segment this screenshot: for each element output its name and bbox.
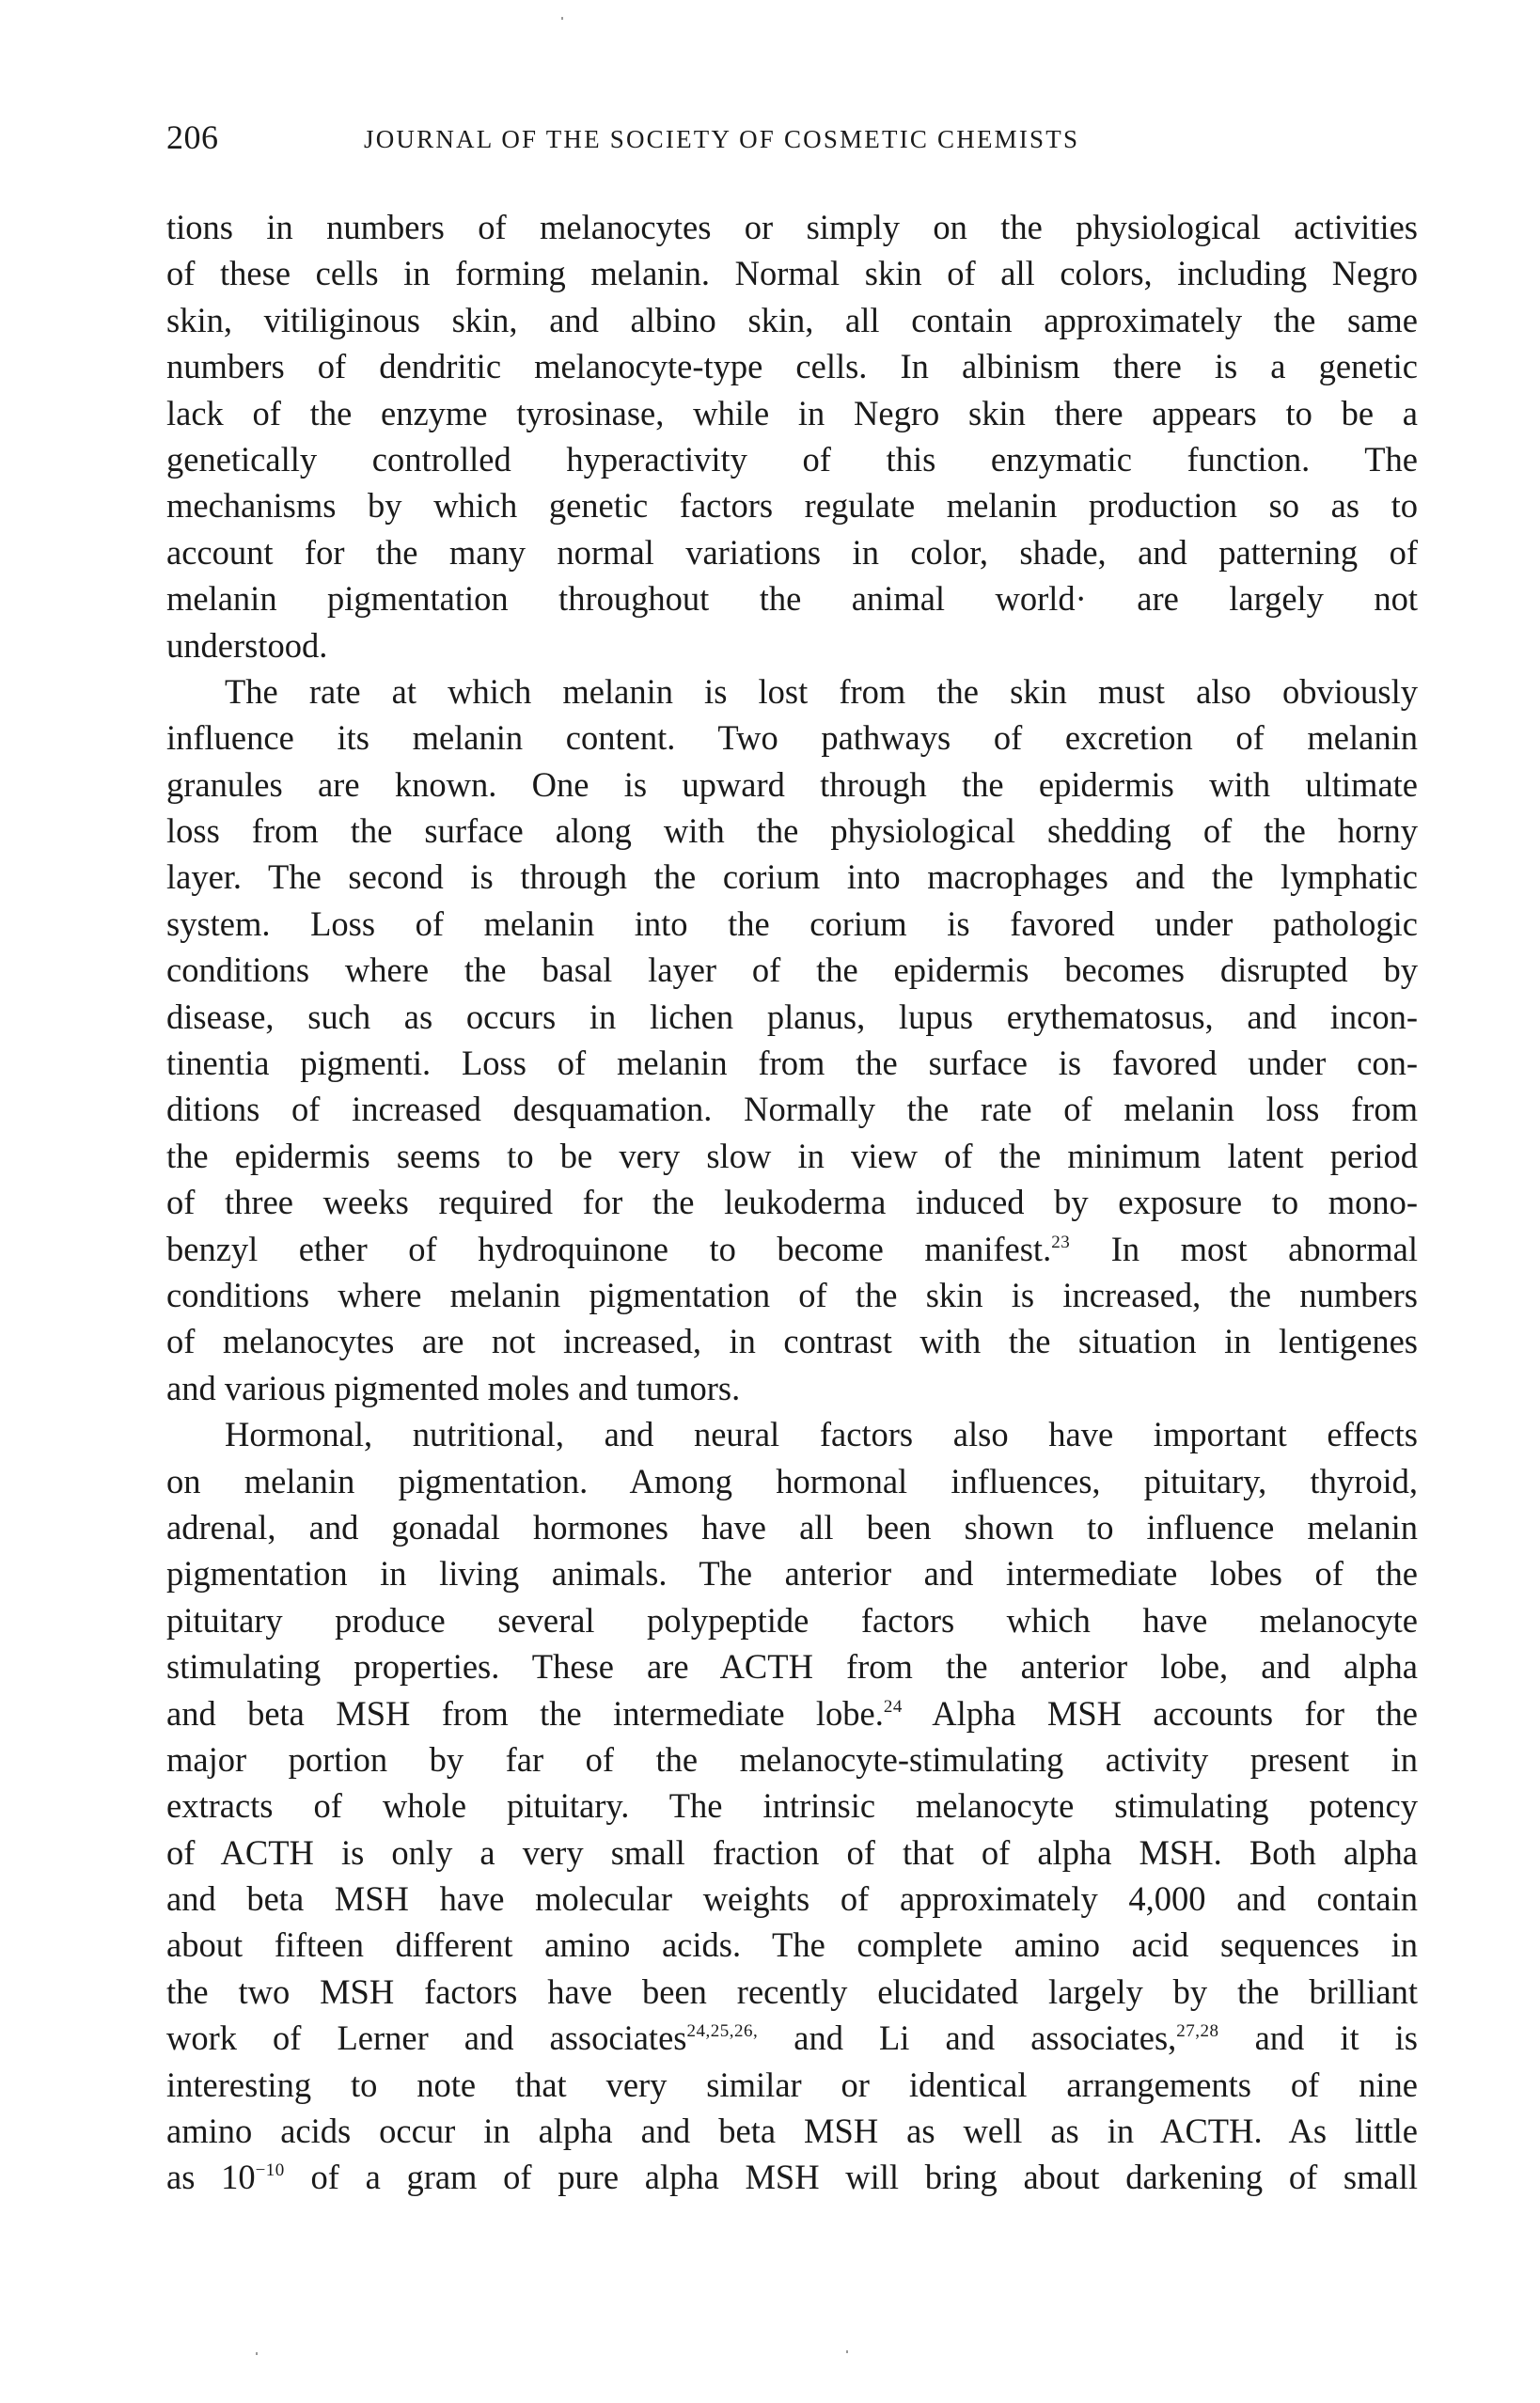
scan-speck — [846, 2350, 848, 2353]
text-line-with-citation: work of Lerner and associates$^{24,25,26,}$ and Li and associates,$^{27,28}$ and it is — [166, 2018, 1418, 2058]
text-line: ditions of increased desquamation. Normally the rate of melanin loss from — [166, 1090, 1418, 1129]
text-line: stimulating properties. These are ACTH from the anterior lobe, and alpha — [166, 1647, 1418, 1687]
text-line: granules are known. One is upward through the epidermis with ultimate — [166, 764, 1418, 804]
text-line: of three weeks required for the leukoderma induced by exposure to mono- — [166, 1183, 1418, 1222]
citation-24: 24 — [883, 1696, 903, 1717]
text-line: major portion by far of the melanocyte-stimulating activity present in — [166, 1739, 1418, 1779]
scan-speck — [561, 17, 563, 20]
page-number: 206 — [166, 118, 219, 156]
text-line: about fifteen different amino acids. The complete amino acid sequences in — [166, 1925, 1418, 1965]
text-line-with-citation: and beta MSH from the intermediate lobe.$^{24}$ Alpha MSH accounts for the — [166, 1693, 1418, 1733]
text-line: system. Loss of melanin into the corium is favored under pathologic — [166, 903, 1418, 943]
text-line: conditions where the basal layer of the epidermis becomes disrupted by — [166, 950, 1418, 990]
text-line: mechanisms by which genetic factors regulate melanin production so as to — [166, 486, 1418, 526]
text-line: skin, vitiliginous skin, and albino skin, all contain approximately the same — [166, 300, 1418, 339]
text-line: lack of the enzyme tyrosinase, while in Negro skin there appears to be a — [166, 393, 1418, 432]
text-line: disease, such as occurs in lichen planus, lupus erythematosus, and incon- — [166, 997, 1418, 1036]
text-line: The rate at which melanin is lost from the skin must also obviously — [225, 671, 1418, 711]
text-line: tinentia pigmenti. Loss of melanin from the surface is favored under con- — [166, 1044, 1418, 1083]
scan-speck — [256, 2352, 258, 2355]
text-line: loss from the surface along with the physiological shedding of the horny — [166, 811, 1418, 851]
paragraph-1 — [166, 204, 1418, 668]
text-line: and various pigmented moles and tumors. — [166, 1368, 741, 1407]
text-line: melanin pigmentation throughout the animal world· are largely not — [166, 579, 1418, 619]
text-line: understood. — [166, 625, 328, 665]
text-line: tions in numbers of melanocytes or simply on the physiological activities — [166, 208, 1418, 246]
text-line: the epidermis seems to be very slow in view of the minimum latent period — [166, 1136, 1418, 1175]
text-line: adrenal, and gonadal hormones have all been shown to influence melanin — [166, 1507, 1418, 1547]
text-line: conditions where melanin pigmentation of the skin is increased, the numbers — [166, 1275, 1418, 1314]
paragraph-2 — [166, 668, 1418, 1411]
text-line: extracts of whole pituitary. The intrinsic melanocyte stimulating potency — [166, 1786, 1418, 1826]
text-line: influence its melanin content. Two pathways of excretion of melanin — [166, 718, 1418, 758]
paragraph-3 — [166, 1411, 1418, 2201]
text-line: Hormonal, nutritional, and neural factors also have important effects — [225, 1415, 1418, 1454]
text-line: genetically controlled hyperactivity of this enzymatic function. The — [166, 439, 1418, 479]
text-line: of these cells in forming melanin. Normal skin of all colors, including Negro — [166, 254, 1418, 293]
text-line: of melanocytes are not increased, in contrast with the situation in lentigenes — [166, 1322, 1418, 1361]
text-line: on melanin pigmentation. Among hormonal influences, pituitary, thyroid, — [166, 1461, 1418, 1500]
text-line: account for the many normal variations in color, shade, and patterning of — [166, 532, 1418, 572]
text-line: and beta MSH have molecular weights of approximately 4,000 and contain — [166, 1879, 1418, 1919]
text-line: interesting to note that very similar or identical arrangements of nine — [166, 2065, 1418, 2104]
exponent-minus-10: −10 — [255, 2160, 285, 2181]
text-line: amino acids occur in alpha and beta MSH as well as in ACTH. As little — [166, 2112, 1418, 2151]
citation-27-28: 27,28 — [1176, 2021, 1219, 2042]
text-line: of ACTH is only a very small fraction of that of alpha MSH. Both alpha — [166, 1832, 1418, 1872]
text-line-with-exponent: as 10$^{-10}$ of a gram of pure alpha MSH will bring about darkening of small — [166, 2158, 1418, 2197]
text-line: pituitary produce several polypeptide factors which have melanocyte — [166, 1600, 1418, 1640]
text-line: numbers of dendritic melanocyte-type cells. In albinism there is a genetic — [166, 347, 1418, 386]
journal-title: JOURNAL OF THE SOCIETY OF COSMETIC CHEMISTS — [364, 125, 1080, 153]
text-line: the two MSH factors have been recently elucidated largely by the brilliant — [166, 1971, 1418, 2011]
running-header — [166, 115, 1418, 162]
text-line-with-citation: benzyl ether of hydroquinone to become manifest.$^{23}$ In most abnormal — [166, 1229, 1418, 1268]
citation-23: 23 — [1051, 1232, 1071, 1252]
citation-24-25-26: 24,25,26, — [686, 2021, 759, 2042]
text-line: pigmentation in living animals. The anterior and intermediate lobes of the — [166, 1554, 1418, 1594]
body-text — [166, 204, 1418, 2201]
text-line: layer. The second is through the corium into macrophages and the lymphatic — [166, 857, 1418, 897]
